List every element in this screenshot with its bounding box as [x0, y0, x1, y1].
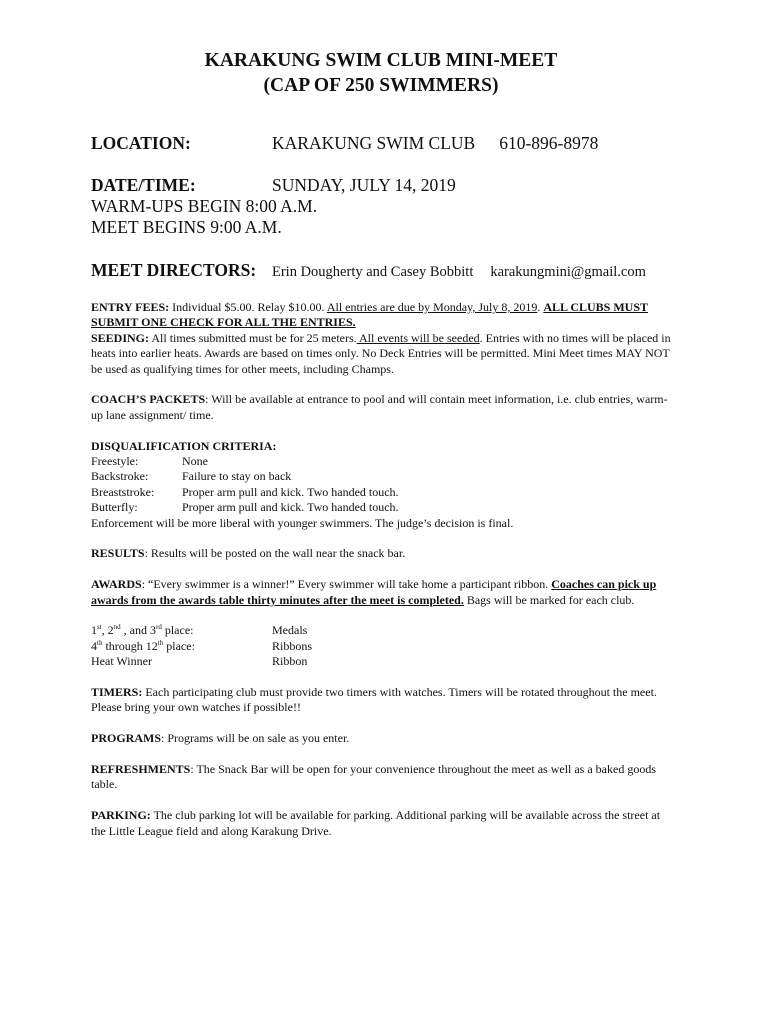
entry-due-text: All entries are due by Monday, July 8, 2019: [326, 300, 538, 314]
dq-rule: Proper arm pull and kick. Two handed touch.: [182, 500, 399, 515]
directors-email: karakungmini@gmail.com: [490, 264, 646, 280]
document-title: [91, 48, 671, 98]
directors-names: Erin Dougherty and Casey Bobbitt: [272, 264, 474, 280]
places-row-heat: [91, 654, 671, 669]
parking-section: [91, 808, 671, 839]
places-heat-award: Ribbon: [272, 654, 308, 669]
place-third-sup: rd: [156, 623, 162, 632]
programs-text: : Programs will be on sale as you enter.: [161, 731, 350, 746]
seeding-text-2: . Entries with no times will be placed in heats into earlier heats. Awards are based on times only. No Deck Entries will be permitted. Mini Meet times MAY NOT be used as qualifying times for other meets, including Champs.: [91, 330, 671, 376]
entry-due-dot: .: [537, 300, 544, 314]
place-second-sup: nd: [113, 623, 121, 632]
awards-text-1: : “Every swimmer is a winner!” Every swimmer will take home a participant ribbon.: [141, 577, 552, 592]
seeding-text-1: All times submitted must be for 25 meters.: [149, 330, 357, 345]
place-twelfth: through 12: [102, 638, 158, 653]
datetime-label: DATE/TIME:: [91, 175, 196, 195]
places-top-award: Medals: [272, 623, 308, 638]
places-row-top: [91, 623, 671, 638]
results-section: [91, 546, 671, 561]
dq-enforcement: Enforcement will be more liberal with younger swimmers. The judge’s decision is final.: [91, 515, 514, 530]
meet-begins-line: MEET BEGINS 9:00 A.M.: [91, 217, 282, 237]
timers-label: TIMERS:: [91, 685, 143, 700]
dq-row: [91, 454, 671, 469]
entry-fees-label: ENTRY FEES:: [91, 300, 170, 314]
location-value: KARAKUNG SWIM CLUB: [272, 133, 476, 153]
place-third: , and 3: [120, 623, 156, 638]
results-text: : Results will be posted on the wall near the snack bar.: [144, 546, 406, 561]
disqualification-label: DISQUALIFICATION CRITERIA:: [91, 438, 277, 453]
coach-packets-text: : Will be available at entrance to pool and will contain meet information, i.e. club entries, warm-up lane assignment/ time.: [91, 392, 668, 422]
timers-text: Each participating club must provide two timers with watches. Timers will be rotated throughout the meet. Please bring your own watches if possible!!: [91, 685, 657, 715]
place-second: , 2: [101, 623, 114, 638]
awards-text-2: Bags will be marked for each club.: [463, 592, 635, 607]
refreshments-text: : The Snack Bar will be open for your convenience throughout the meet as well as a baked goods table.: [91, 762, 657, 792]
warmups-line: WARM-UPS BEGIN 8:00 A.M.: [91, 196, 318, 216]
dq-row: [91, 469, 671, 484]
entry-clubs-text: ALL CLUBS MUST SUBMIT ONE CHECK FOR ALL THE ENTRIES.: [91, 300, 649, 330]
dq-stroke: Freestyle:: [91, 454, 139, 469]
datetime-value: SUNDAY, JULY 14, 2019: [272, 175, 456, 195]
location-row: [91, 133, 671, 154]
document-page: [91, 48, 671, 839]
dq-rule: Proper arm pull and kick. Two handed touch.: [182, 484, 399, 499]
place-fourth-sup: th: [97, 638, 103, 647]
dq-stroke: Breaststroke:: [91, 484, 155, 499]
seeding-seeded: All events will be seeded: [356, 330, 480, 345]
place-top-suffix: place:: [161, 623, 194, 638]
dq-stroke: Butterfly:: [91, 500, 138, 515]
coach-packets-label: COACH’S PACKETS: [91, 392, 206, 407]
programs-label: PROGRAMS: [91, 731, 161, 746]
coach-packets-section: [91, 392, 671, 423]
place-mid-suffix: place:: [163, 638, 195, 653]
location-phone: 610-896-8978: [499, 133, 599, 153]
directors-label: MEET DIRECTORS:: [91, 260, 257, 280]
dq-stroke: Backstroke:: [91, 469, 149, 484]
timers-section: [91, 685, 671, 716]
dq-rule: None: [182, 454, 208, 469]
dq-row: [91, 500, 671, 515]
entry-fees-text: Individual $5.00. Relay $10.00.: [169, 300, 327, 314]
place-first-sup: st: [97, 623, 102, 632]
datetime-row: [91, 175, 671, 196]
entry-fees-section: [91, 300, 671, 331]
refreshments-section: [91, 762, 671, 793]
awards-coaches: Coaches can pick up awards from the awards table thirty minutes after the meet is completed.: [91, 577, 657, 607]
programs-section: [91, 731, 671, 746]
parking-label: PARKING:: [91, 808, 151, 823]
places-section: [91, 623, 671, 669]
seeding-section: [91, 331, 671, 377]
place-twelfth-sup: th: [157, 638, 164, 647]
place-first: 1: [91, 623, 97, 638]
directors-row: [91, 260, 671, 283]
results-label: RESULTS: [91, 546, 145, 561]
refreshments-label: REFRESHMENTS: [91, 762, 191, 777]
places-mid-label: [91, 639, 272, 654]
places-row-mid: [91, 639, 671, 654]
disqualification-section: [91, 439, 671, 531]
places-heat-label: Heat Winner: [91, 654, 152, 669]
seeding-label: SEEDING:: [91, 330, 150, 345]
title-line-2: (CAP OF 250 SWIMMERS): [263, 75, 499, 96]
awards-label: AWARDS: [91, 577, 142, 592]
title-line-1: KARAKUNG SWIM CLUB MINI-MEET: [204, 50, 558, 71]
dq-row: [91, 485, 671, 500]
parking-text: The club parking lot will be available for parking. Additional parking will be available across the street at the Little League field and along Karakung Drive.: [91, 808, 661, 838]
places-top-label: [91, 623, 272, 638]
location-label: LOCATION:: [91, 133, 191, 153]
dq-rule: Failure to stay on back: [182, 469, 292, 484]
awards-section: [91, 577, 671, 608]
places-mid-award: Ribbons: [272, 638, 313, 653]
place-fourth: 4: [91, 638, 97, 653]
